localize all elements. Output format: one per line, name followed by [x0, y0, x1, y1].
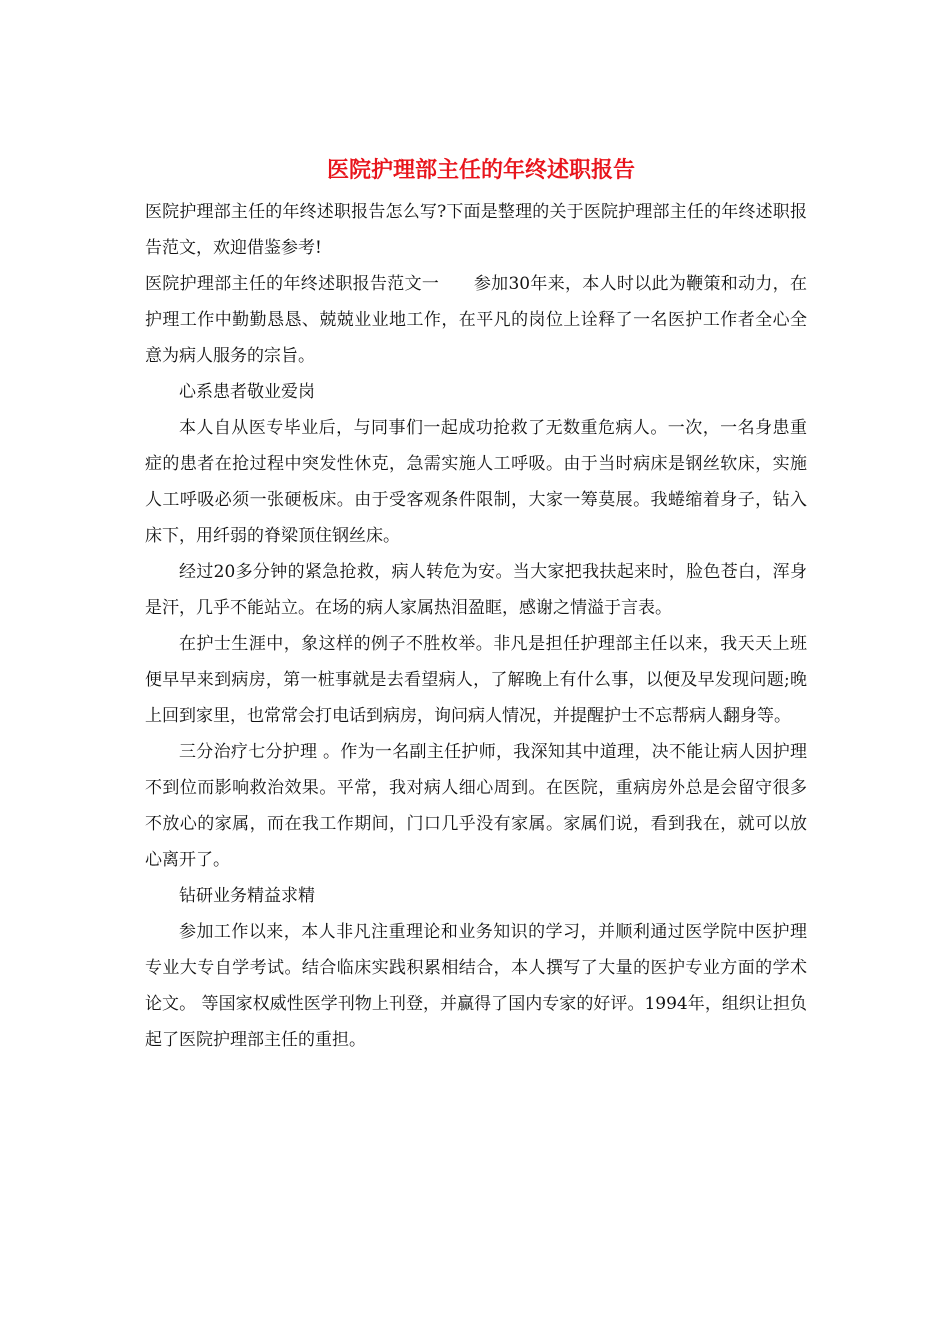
body-paragraph: 在护士生涯中，象这样的例子不胜枚举。非凡是担任护理部主任以来，我天天上班便早早来到病房，第一桩事就是去看望病人，了解晚上有什么事，以便及早发现问题;晚上回到家里，也常常会打电话到病房，询问病人情况，并提醒护士不忘帮病人翻身等。 [145, 634, 807, 726]
section-heading: 心系患者敬业爱岗 [179, 382, 315, 402]
body-paragraph: 医院护理部主任的年终述职报告范文一 参加30年来，本人时以此为鞭策和动力，在护理工作中勤勤恳恳、兢兢业业地工作，在平凡的岗位上诠释了一名医护工作者全心全意为病人服务的宗旨。 [145, 274, 807, 366]
intro-paragraph: 医院护理部主任的年终述职报告怎么写?下面是整理的关于医院护理部主任的年终述职报告范文，欢迎借鉴参考! [145, 202, 807, 258]
body-paragraph: 经过20多分钟的紧急抢救，病人转危为安。当大家把我扶起来时，脸色苍白，浑身是汗，几乎不能站立。在场的病人家属热泪盈眶，感谢之情溢于言表。 [145, 562, 807, 618]
document-page [145, 150, 807, 1058]
document-title: 医院护理部主任的年终述职报告 [326, 157, 635, 183]
section-heading: 钻研业务精益求精 [179, 886, 315, 906]
body-paragraph: 参加工作以来，本人非凡注重理论和业务知识的学习，并顺利通过医学院中医护理专业大专自学考试。结合临床实践积累相结合，本人撰写了大量的医护专业方面的学术论文。 等国家权威性医学刊物上刊登，并赢得了国内专家的好评。1994年，组织让担负起了医院护理部主任的重担。 [145, 922, 807, 1050]
body-paragraph: 本人自从医专毕业后，与同事们一起成功抢救了无数重危病人。一次，一名身患重症的患者在抢过程中突发性休克，急需实施人工呼吸。由于当时病床是钢丝软床，实施人工呼吸必须一张硬板床。由于受客观条件限制，大家一筹莫展。我蜷缩着身子，钻入床下，用纤弱的脊梁顶住钢丝床。 [145, 418, 807, 546]
body-paragraph: 三分治疗七分护理 。作为一名副主任护师，我深知其中道理，决不能让病人因护理不到位而影响救治效果。平常，我对病人细心周到。在医院，重病房外总是会留守很多不放心的家属，而在我工作期间，门口几乎没有家属。家属们说，看到我在，就可以放心离开了。 [145, 742, 807, 870]
